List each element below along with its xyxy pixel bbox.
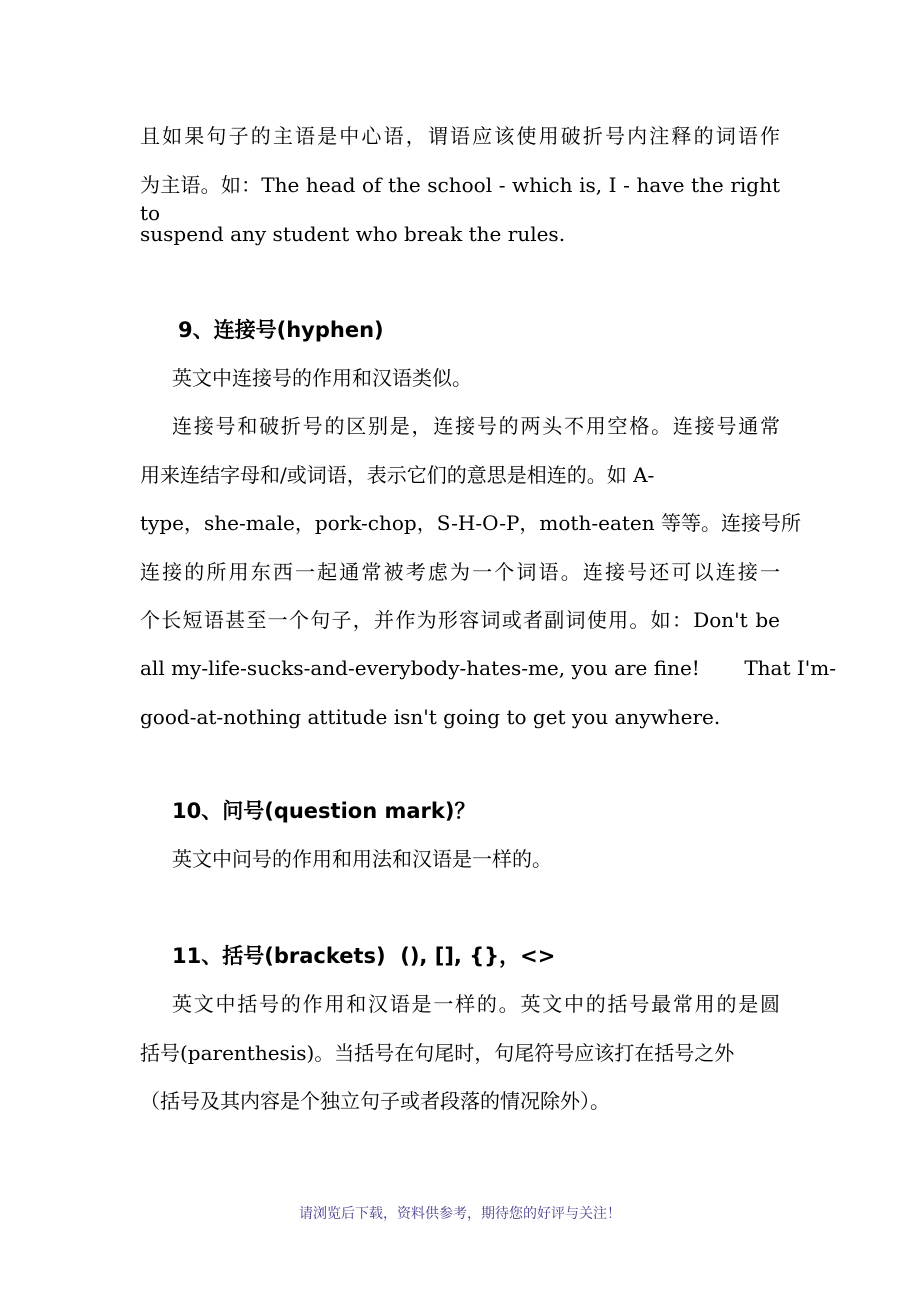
paragraph-line: type，she-male，pork-chop，S-H-O-P，moth-eaten 等等。连接号所 bbox=[140, 511, 801, 535]
paragraph-line: 且如果句子的主语是中心语，谓语应该使用破折号内注释的词语作 bbox=[140, 124, 780, 148]
paragraph-line: all my-life-sucks-and-everybody-hates-me, you are fine! That I'm- bbox=[140, 656, 836, 680]
section-11-heading: 11、括号(brackets) (), [], {}，<> bbox=[172, 944, 556, 968]
paragraph-line: 括号(parenthesis)。当括号在句尾时，句尾符号应该打在括号之外 bbox=[140, 1041, 735, 1065]
page-footer: 请浏览后下载，资料供参考，期待您的好评与关注！ bbox=[299, 1206, 621, 1222]
section-9-heading: 9、连接号(hyphen) bbox=[178, 318, 384, 342]
paragraph-line: good-at-nothing attitude isn't going to get you anywhere. bbox=[140, 705, 721, 729]
paragraph-line: 用来连结字母和/或词语，表示它们的意思是相连的。如 A- bbox=[140, 463, 655, 487]
paragraph-line: 个长短语甚至一个句子，并作为形容词或者副词使用。如：Don't be bbox=[140, 608, 780, 632]
section-10-heading: 10、问号(question mark)？ bbox=[172, 799, 476, 823]
paragraph-line: 连接的所用东西一起通常被考虑为一个词语。连接号还可以连接一 bbox=[140, 560, 780, 584]
paragraph-line: （括号及其内容是个独立句子或者段落的情况除外）。 bbox=[140, 1089, 610, 1113]
section-10-intro: 英文中问号的作用和用法和汉语是一样的。 bbox=[172, 847, 552, 871]
paragraph-line: 连接号和破折号的区别是，连接号的两头不用空格。连接号通常 bbox=[172, 414, 780, 438]
paragraph-line: 英文中括号的作用和汉语是一样的。英文中的括号最常用的是圆 bbox=[172, 992, 780, 1016]
paragraph-line: suspend any student who break the rules. bbox=[140, 222, 566, 246]
paragraph-line: 为主语。如：The head of the school - which is, I - have the right to bbox=[140, 173, 780, 225]
section-9-intro: 英文中连接号的作用和汉语类似。 bbox=[172, 366, 472, 390]
